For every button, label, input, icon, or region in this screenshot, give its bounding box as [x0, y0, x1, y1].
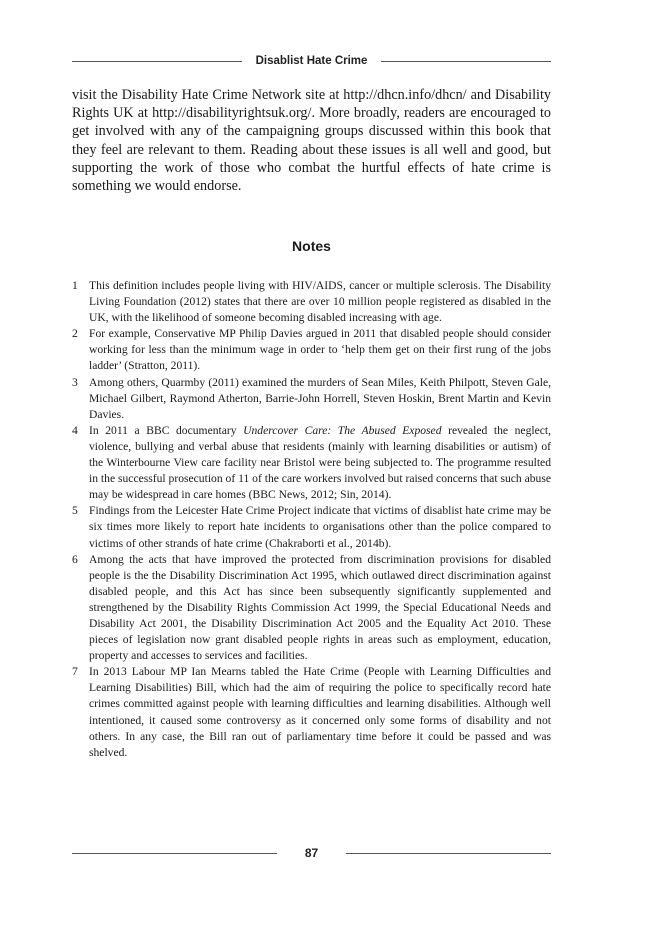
running-header	[72, 51, 551, 71]
note-6	[72, 552, 551, 665]
note-text: In 2013 Labour MP Ian Mearns tabled the Hate Crime (People with Learning Difficulties and Learning Disabilities) Bill, which had the aim of requiring the police to specifically record hate crimes committed against people with learning difficulties and learning disabilities. Although well intentioned, it caused some controversy as it concerned only some forms of disability and not others. In any case, the Bill ran out of parliamentary time before it could be passed and was shelved.	[89, 665, 551, 759]
note-number: 1	[72, 279, 78, 292]
note-text: Among the acts that have improved the protected from discrimination provisions for disabled people is the the Disability Discrimination Act 1995, which outlawed direct discrimination against disabled people, and this Act has since been subsequently significantly supplemented and strengthened by the Disability Rights Commission Act 1999, the Special Educational Needs and Disability Act 2001, the Disability Discrimination Act 2005 and the Equality Act 2010. These pieces of legislation now grant disabled people rights in areas such as employment, education, property and accesses to services and facilities.	[89, 552, 551, 663]
note-1	[72, 278, 551, 326]
note-number: 7	[72, 665, 78, 679]
note-number: 2	[72, 327, 78, 341]
header-rule-right	[381, 61, 551, 62]
note-text: This definition includes people living with HIV/AIDS, cancer or multiple sclerosis. The Disability Living Foundation (2012) states that there are over 10 million people registered as disabled in the UK, with the likelihood of someone becoming disabled increasing with age.	[89, 279, 551, 325]
header-rule-left	[72, 61, 242, 62]
note-text-after: revealed the neglect, violence, bullying and verbal abuse that residents (mainly with learning disabilities or autism) of the Winterbourne View care facility near Bristol were being subjected to. The programme resulted in the successful prosecution of 11 of the care workers involved but raised concerns that such abuse may be widespread in care homes (BBC News, 2012; Sin, 2014).	[89, 423, 551, 502]
note-5	[72, 503, 551, 551]
note-text: Among others, Quarmby (2011) examined the murders of Sean Miles, Keith Philpott, Steven Gale, Michael Gilbert, Raymond Atherton, Barrie-John Horrell, Steven Hoskin, Brent Martin and Kevin Davies.	[89, 375, 551, 421]
notes-list	[72, 278, 551, 761]
note-2	[72, 326, 551, 374]
footer-rule-right	[346, 853, 551, 854]
running-title: Disablist Hate Crime	[255, 55, 368, 67]
note-text	[89, 423, 551, 503]
body-paragraph: visit the Disability Hate Crime Network site at http://dhcn.info/dhcn/ and Disability Rights UK at http://disabilityrightsuk.org/. More broadly, readers are encouraged to get involved with any of the campaigning groups discussed within this book that they feel are relevant to them. Reading about these issues is all well and good, but supporting the work of those who combat the hurtful effects of hate crime is something we would endorse.	[72, 87, 551, 195]
note-text: Findings from the Leicester Hate Crime Project indicate that victims of disablist hate crime may be six times more likely to report hate incidents to organisations other than the police compared to victims of other strands of hate crime (Chakraborti et al., 2014b).	[89, 504, 551, 550]
footer-rule-left	[72, 853, 277, 854]
note-3	[72, 375, 551, 423]
documentary-title: Undercover Care: The Abused Exposed	[243, 423, 442, 437]
running-footer	[72, 843, 551, 863]
note-text: For example, Conservative MP Philip Davies argued in 2011 that disabled people should consider working for less than the minimum wage in order to ‘help them get on their first rung of the jobs ladder’ (Stratton, 2011).	[89, 327, 551, 373]
note-4	[72, 423, 551, 503]
note-number: 4	[72, 423, 78, 437]
note-text-before: In 2011 a BBC documentary	[89, 423, 244, 437]
note-number: 6	[72, 552, 78, 566]
note-number: 5	[72, 504, 78, 518]
notes-heading: Notes	[292, 238, 331, 254]
note-7	[72, 664, 551, 761]
page-number: 87	[304, 846, 319, 860]
note-number: 3	[72, 375, 78, 389]
